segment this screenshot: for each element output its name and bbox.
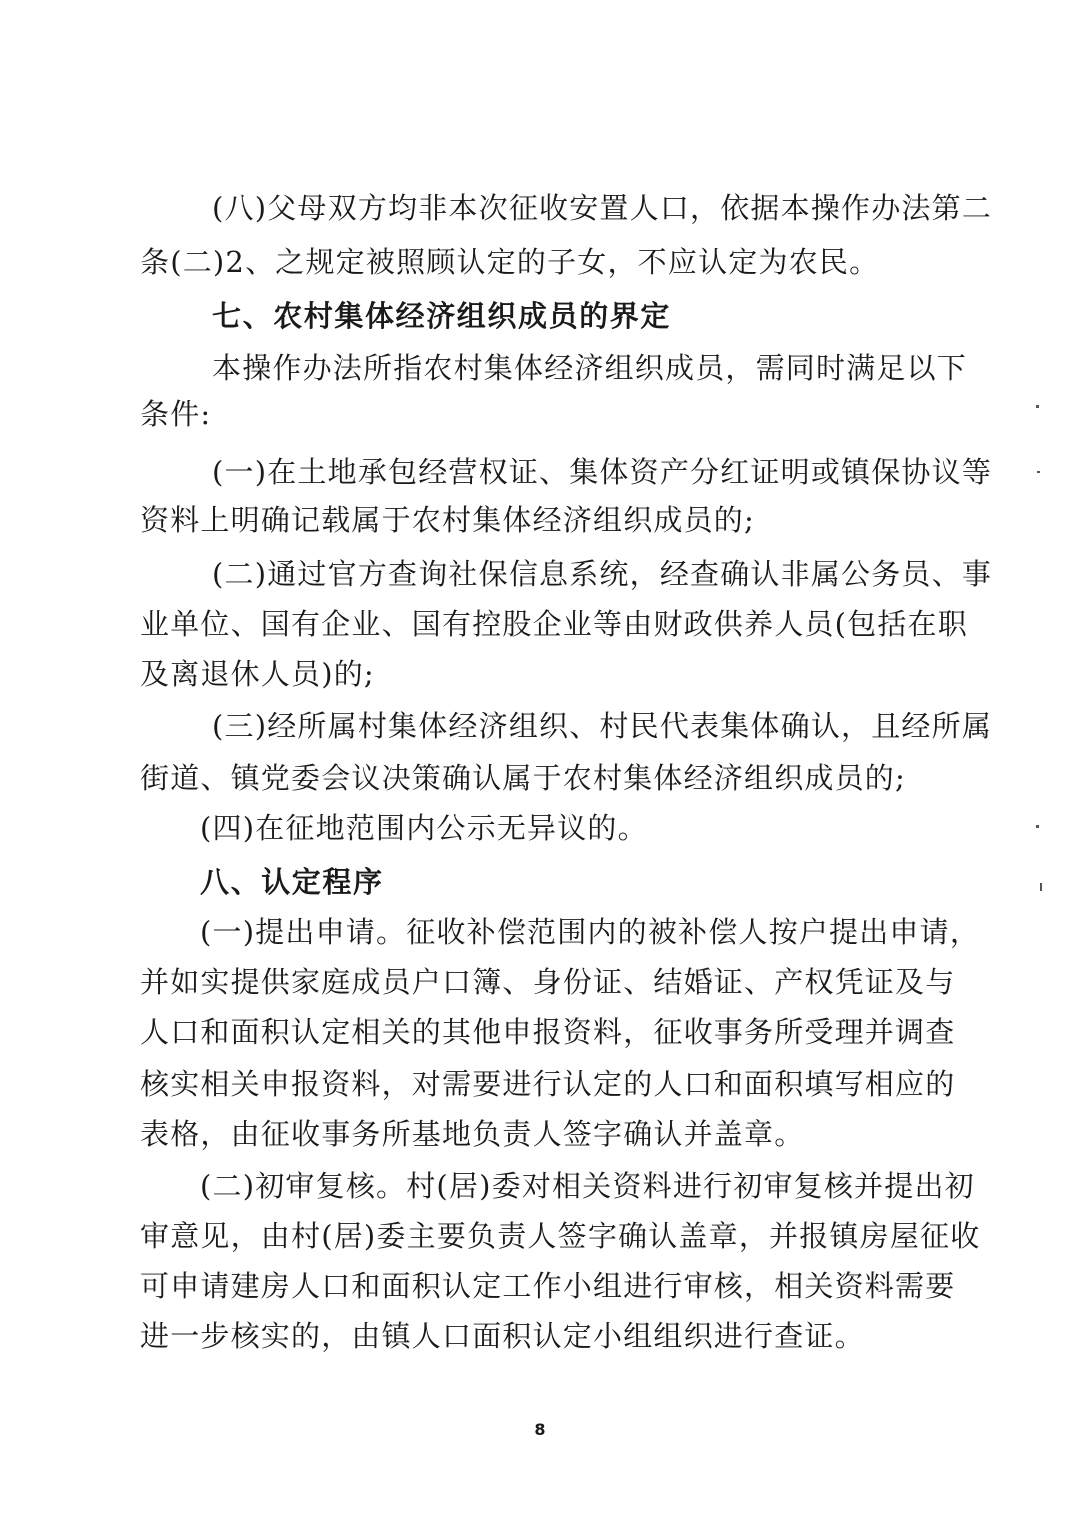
step-2-line-1: (二)初审复核。村(居)委对相关资料进行初审复核并提出初 xyxy=(200,1169,975,1203)
step-2-line-4: 进一步核实的，由镇人口面积认定小组组织进行查证。 xyxy=(140,1319,865,1353)
step-1-line-2: 并如实提供家庭成员户口簿、身份证、结婚证、产权凭证及与 xyxy=(140,965,956,999)
section-heading-8: 八、认定程序 xyxy=(200,865,384,899)
condition-1-line-2: 资料上明确记载属于农村集体经济组织成员的; xyxy=(140,503,755,537)
step-2-line-2: 审意见，由村(居)委主要负责人签字确认盖章，并报镇房屋征收 xyxy=(140,1219,981,1253)
condition-2-line-3: 及离退休人员)的; xyxy=(140,657,375,691)
condition-1-line-1: (一)在土地承包经营权证、集体资产分红证明或镇保协议等 xyxy=(212,455,993,489)
step-1-line-4: 核实相关申报资料，对需要进行认定的人口和面积填写相应的 xyxy=(140,1067,956,1101)
condition-3-line-2: 街道、镇党委会议决策确认属于农村集体经济组织成员的; xyxy=(140,761,906,795)
scan-speck xyxy=(1040,883,1042,891)
paragraph-8-line-2: 条(二)2、之规定被照顾认定的子女，不应认定为农民。 xyxy=(140,245,880,279)
scan-speck xyxy=(1036,405,1039,408)
condition-2-line-2: 业单位、国有企业、国有控股企业等由财政供养人员(包括在职 xyxy=(140,607,968,641)
section-heading-7: 七、农村集体经济组织成员的界定 xyxy=(212,299,672,333)
scan-speck xyxy=(1036,825,1039,828)
step-1-line-5: 表格，由征收事务所基地负责人签字确认并盖章。 xyxy=(140,1117,805,1151)
step-1-line-1: (一)提出申请。征收补偿范围内的被补偿人按户提出申请， xyxy=(200,915,981,949)
step-1-line-3: 人口和面积认定相关的其他申报资料，征收事务所受理并调查 xyxy=(140,1015,956,1049)
section-7-intro-line-1: 本操作办法所指农村集体经济组织成员，需同时满足以下 xyxy=(212,351,968,385)
scan-speck xyxy=(1037,471,1040,473)
section-7-intro-line-2: 条件: xyxy=(140,397,212,431)
condition-4-line-1: (四)在征地范围内公示无异议的。 xyxy=(200,811,648,845)
condition-2-line-1: (二)通过官方查询社保信息系统，经查确认非属公务员、事 xyxy=(212,557,993,591)
step-2-line-3: 可申请建房人口和面积认定工作小组进行审核，相关资料需要 xyxy=(140,1269,956,1303)
paragraph-8-line-1: (八)父母双方均非本次征收安置人口，依据本操作办法第二 xyxy=(212,191,993,225)
page-number: 8 xyxy=(534,1420,546,1439)
condition-3-line-1: (三)经所属村集体经济组织、村民代表集体确认，且经所属 xyxy=(212,709,993,743)
